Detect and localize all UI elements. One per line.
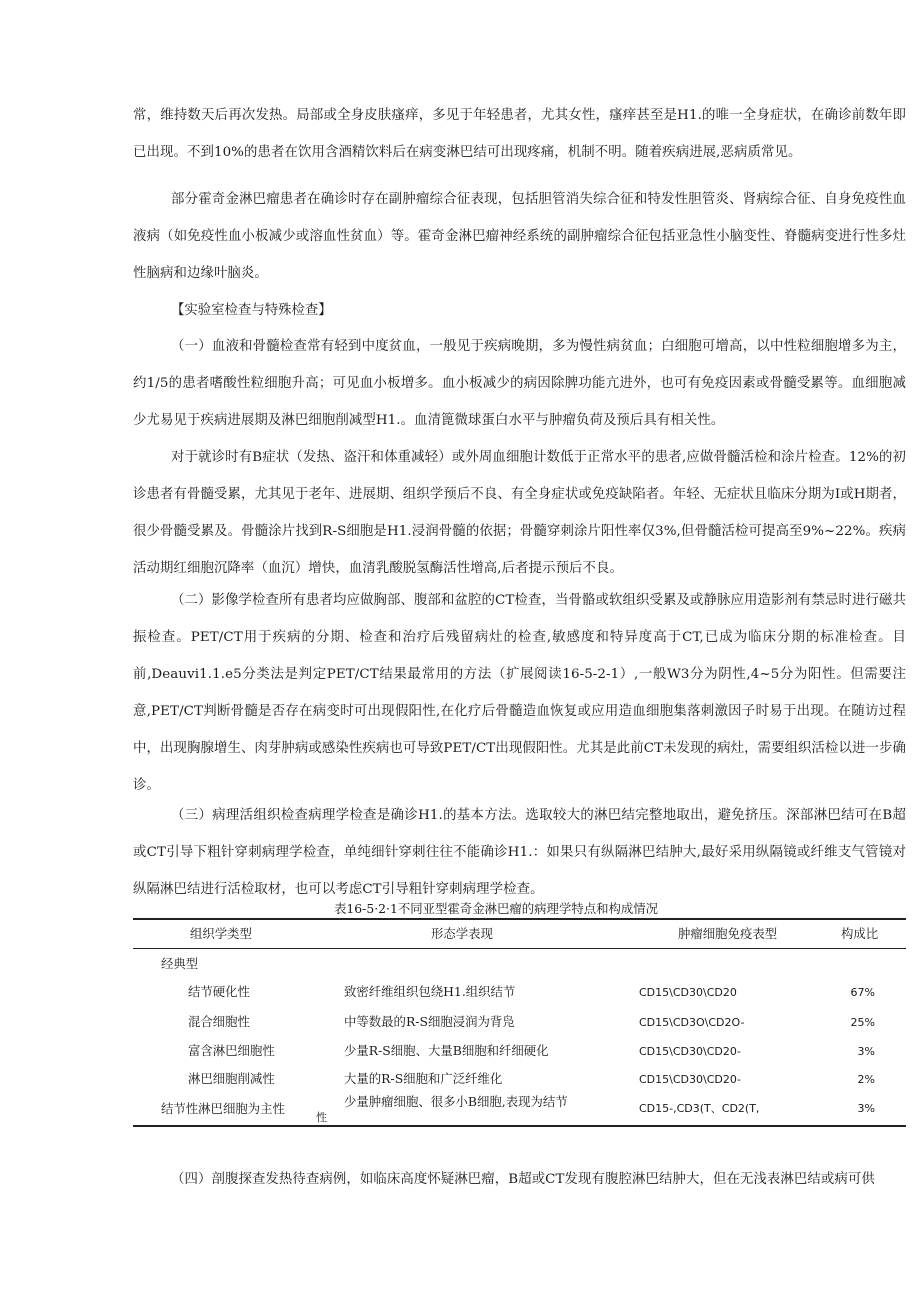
- row-ratio: 3%: [857, 1045, 875, 1058]
- table-header-morphology: 形态学表现: [431, 926, 493, 941]
- table-header-immunophenotype: 肿瘤细胞免疫表型: [678, 926, 778, 941]
- row-immunophenotype: CD15-,CD3(T、CD2(T,: [639, 1102, 760, 1115]
- section-heading-lab-exams: 【实验室检查与特殊检查】: [171, 303, 332, 318]
- row-immunophenotype: CD15\CD3O\CD2O-: [639, 1016, 745, 1029]
- row-immunophenotype: CD15\CD30\CD20: [639, 986, 737, 999]
- paragraph-blood-marrow: （一）血液和骨髓检查常有轻到中度贫血，一般见于疾病晚期，多为慢性病贫血；白细胞可增高，以中性粒细胞增多为主，约1/5的患者嗜酸性粒细胞升高；可见血小板增多。血小板减少的病因除脾功能亢进外，也可有免疫因素或骨髓受累等。血细胞减少尤易见于疾病进展期及淋巴细胞削减型H1.。血清篦微球蛋白水平与肿瘤负荷及预后具有相关性。: [133, 339, 906, 428]
- table-header-ratio: 构成比: [841, 926, 879, 941]
- row-morphology: 大量的R-S细胞和广泛纤维化: [344, 1071, 503, 1086]
- row-type: 混合细胞性: [188, 1014, 250, 1029]
- row-immunophenotype: CD15\CD30\CD20-: [639, 1073, 741, 1086]
- row-morphology: 少量R-S细胞、大量B细胞和纤细硬化: [344, 1043, 549, 1058]
- row-ratio: 3%: [857, 1102, 875, 1115]
- paragraph-bone-marrow-biopsy: 对于就诊时有B症状（发热、盗汗和体重减轻）或外周血细胞计数低于正常水平的患者,应做骨髓活检和涂片检查。12%的初诊患者有骨髓受累，尤其见于老年、进展期、组织学预后不良、有全身症状或免疫缺陷者。年轻、无症状且临床分期为I或H期者，很少骨髓受累及。骨髓涂片找到R-S细胞是H1.浸润骨髓的依据；骨髓穿刺涂片阳性率仅3%,但骨髓活检可提高至9%~22%。疾病活动期红细胞沉降率（血沉）增快，血清乳酸脱氢酶活性增高,后者提示预后不良。: [133, 450, 906, 576]
- row-type: 结节性淋巴细胞为主性: [161, 1101, 285, 1116]
- table-bottom-rule: [133, 1125, 906, 1127]
- table-group-classical: 经典型: [161, 956, 199, 971]
- table-header-type: 组织学类型: [190, 926, 252, 941]
- pathology-subtype-table: [133, 918, 906, 1126]
- table-caption: 表16-5·2·1不同亚型霍奇金淋巴瘤的病理学特点和构成情况: [334, 901, 659, 916]
- table-top-rule: [133, 918, 906, 920]
- row-morphology: 致密纤维组织包绕H1.组织结节: [344, 984, 516, 999]
- paragraph-symptoms: 常，维持数天后再次发热。局部或全身皮肤瘙痒，多见于年轻患者，尤其女性，瘙痒甚至是H1.的唯一全身症状，在确诊前数年即已出现。不到10%的患者在饮用含酒精饮料后在病变淋巴结可出现疼痛，机制不明。随着疾病进展,恶病质常见。: [133, 108, 906, 160]
- paragraph-pathology-biopsy: （三）病理活组织检查病理学检查是确诊H1.的基本方法。选取较大的淋巴结完整地取出，避免挤压。深部淋巴结可在B超或CT引导下粗针穿刺病理学检查，单纯细针穿刺往往不能确诊H1.：如果只有纵隔淋巴结肿大,最好采用纵隔镜或纤维支气管镜对纵隔淋巴结进行活检取材，也可以考虑CT引导粗针穿刺病理学检查。: [133, 808, 906, 897]
- row-immunophenotype: CD15\CD30\CD20-: [639, 1045, 741, 1058]
- row-morphology: 少量肿瘤细胞、很多小B细胞,表现为结节: [344, 1094, 568, 1109]
- row-ratio: 25%: [850, 1016, 875, 1029]
- table-header-rule: [133, 948, 906, 949]
- row-morphology-continued: 性: [316, 1111, 327, 1124]
- row-type: 富含淋巴细胞性: [188, 1043, 275, 1058]
- paragraph-laparotomy: （四）剖腹探查发热待查病例，如临床高度怀疑淋巴瘤，B超或CT发现有腹腔淋巴结肿大，但在无浅表淋巴结或病可供: [171, 1172, 875, 1187]
- row-morphology: 中等数最的R-S细胞浸润为背凫: [344, 1014, 515, 1029]
- row-type: 结节硬化性: [188, 984, 250, 999]
- paragraph-imaging: （二）影像学检查所有患者均应做胸部、腹部和盆腔的CT检查，当骨骼或软组织受累及或静脉应用造影剂有禁忌时进行磁共振检查。PET/CT用于疾病的分期、检查和治疗后残留病灶的检查,敏感度和特异度高于CT,已成为临床分期的标准检查。目前,Deauvi1.1.e5分类法是判定PET/CT结果最常用的方法（扩展阅读16-5-2-1）,一般W3分为阴性,4~5分为阳性。但需要注意,PET/CT判断骨髓是否存在病变时可出现假阳性,在化疗后骨髓造血恢复或应用造血细胞集落刺激因子时易于出现。在随访过程中，出现胸腺增生、肉芽肿病或感染性疾病也可导致PET/CT出现假阳性。尤其是此前CT未发现的病灶，需要组织活检以进一步确诊。: [133, 593, 906, 793]
- paragraph-paraneoplastic: 部分霍奇金淋巴瘤患者在确诊时存在副肿瘤综合征表现，包括胆管消失综合征和特发性胆管炎、肾病综合征、自身免疫性血液病（如免疫性血小板减少或溶血性贫血）等。霍奇金淋巴瘤神经系统的副肿瘤综合征包括亚急性小脑变性、脊髓病变进行性多灶性脑病和边缘叶脑炎。: [133, 192, 906, 281]
- row-ratio: 2%: [857, 1073, 875, 1086]
- row-type: 淋巴细胞削减性: [188, 1071, 275, 1086]
- row-ratio: 67%: [850, 986, 875, 999]
